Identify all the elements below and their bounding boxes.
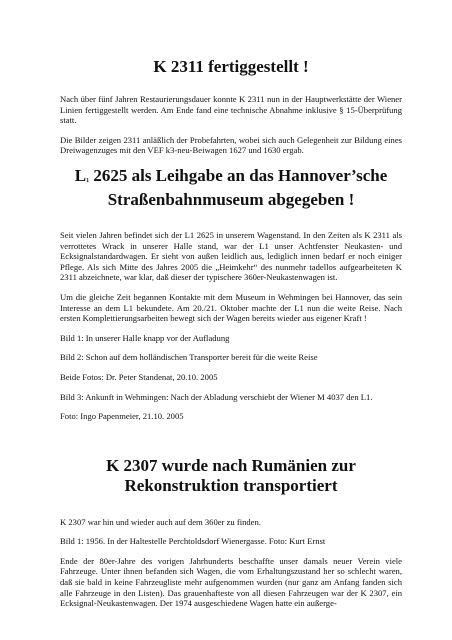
paragraph: Nach über fünf Jahren Restaurierungsdauer konnte K 2311 nun in der Hauptwerkstätte der Wiener Linien fertiggestellt werden. Am Ende fand eine technische Abnahme inklusive § 15-Überprüfung statt. [60, 94, 402, 126]
paragraph: Ende der 80er-Jahre des vorigen Jahrhunderts beschaffte unser damals neuer Verein viele Fahrzeuge. Unter ihnen befanden sich Wagen, die vom Erhaltungszustand her so schlecht waren, daß sie bald in keine Fahrzeugliste mehr aufgenommen wurden (nur ganz am Anfang fanden sich alle Fahrzeuge in den Listen). Das grauenhafteste von all diesen Fahrzeugen war der K 2307, ein Ecksignal-Neukastenwagen. Der 1974 ausgeschiedene Wagen hatte ein außerge- [60, 555, 402, 609]
heading-l1-2625 [60, 166, 402, 210]
heading-k2311: K 2311 fertiggestellt ! [153, 57, 309, 76]
paragraph: Seit vielen Jahren befindet sich der L1 2625 in unserem Wagenstand. In den Zeiten als K 2311 als verrottetes Wrack in unserer Halle stand, war der L1 unser Achtfenster Neukasten- und Ecksignalstandardwagen. Er sieht von außen leidlich aus, lediglich innen bedarf er noch einiger Pflege. Als sich Mitte des Jahres 2005 die „Heimkehr“ des nunmehr tadellos aufgearbeiteten K 2311 abzeichnete, war klar, daß dieser der typischere 360er-Neukastenwagen ist. [60, 229, 402, 283]
photo-credit: Beide Fotos: Dr. Peter Standenat, 20.10. 2005 [60, 371, 218, 382]
paragraph: Um die gleiche Zeit begannen Kontakte mit dem Museum in Wehmingen bei Hannover, das sein Interesse an dem L1 bekundete. Am 20./21. Oktober machte der L1 nun die weite Reise. Nach ersten Komplettierungsarbeiten bewegt sich der Wagen bereits wieder aus eigener Kraft ! [60, 291, 402, 324]
paragraph: K 2307 war hin und wieder auch auf dem 360er zu finden. [60, 516, 261, 527]
caption: Bild 1: 1956. In der Haltestelle Perchtoldsdorf Wienergasse. Foto: Kurt Ernst [60, 536, 326, 547]
photo-credit: Foto: Ingo Papenmeier, 21.10. 2005 [60, 411, 184, 422]
heading-prefix: L [74, 165, 87, 185]
paragraph: Die Bilder zeigen 2311 anläßlich der Probefahrten, wobei sich auch Gelegenheit zur Bildung eines Dreiwagenzuges mit den VEF k3-neu-Beiwagen 1627 und 1630 ergab. [60, 134, 402, 156]
caption: Bild 3: Ankunft in Wehmingen: Nach der Abladung verschiebt der Wiener M 4037 den L1. [60, 391, 373, 402]
heading-rest: 2625 als Leihgabe an das Hannover’sche Straßenbahnmuseum abgegeben ! [89, 165, 388, 209]
heading-k2307: K 2307 wurde nach Rumänien zur Rekonstruktion transportiert [106, 455, 356, 495]
heading-subscript: 1 [86, 177, 90, 184]
caption: Bild 2: Schon auf dem holländischen Transporter bereit für die weite Reise [60, 352, 318, 363]
caption: Bild 1: In unserer Halle knapp vor der Aufladung [60, 332, 230, 343]
